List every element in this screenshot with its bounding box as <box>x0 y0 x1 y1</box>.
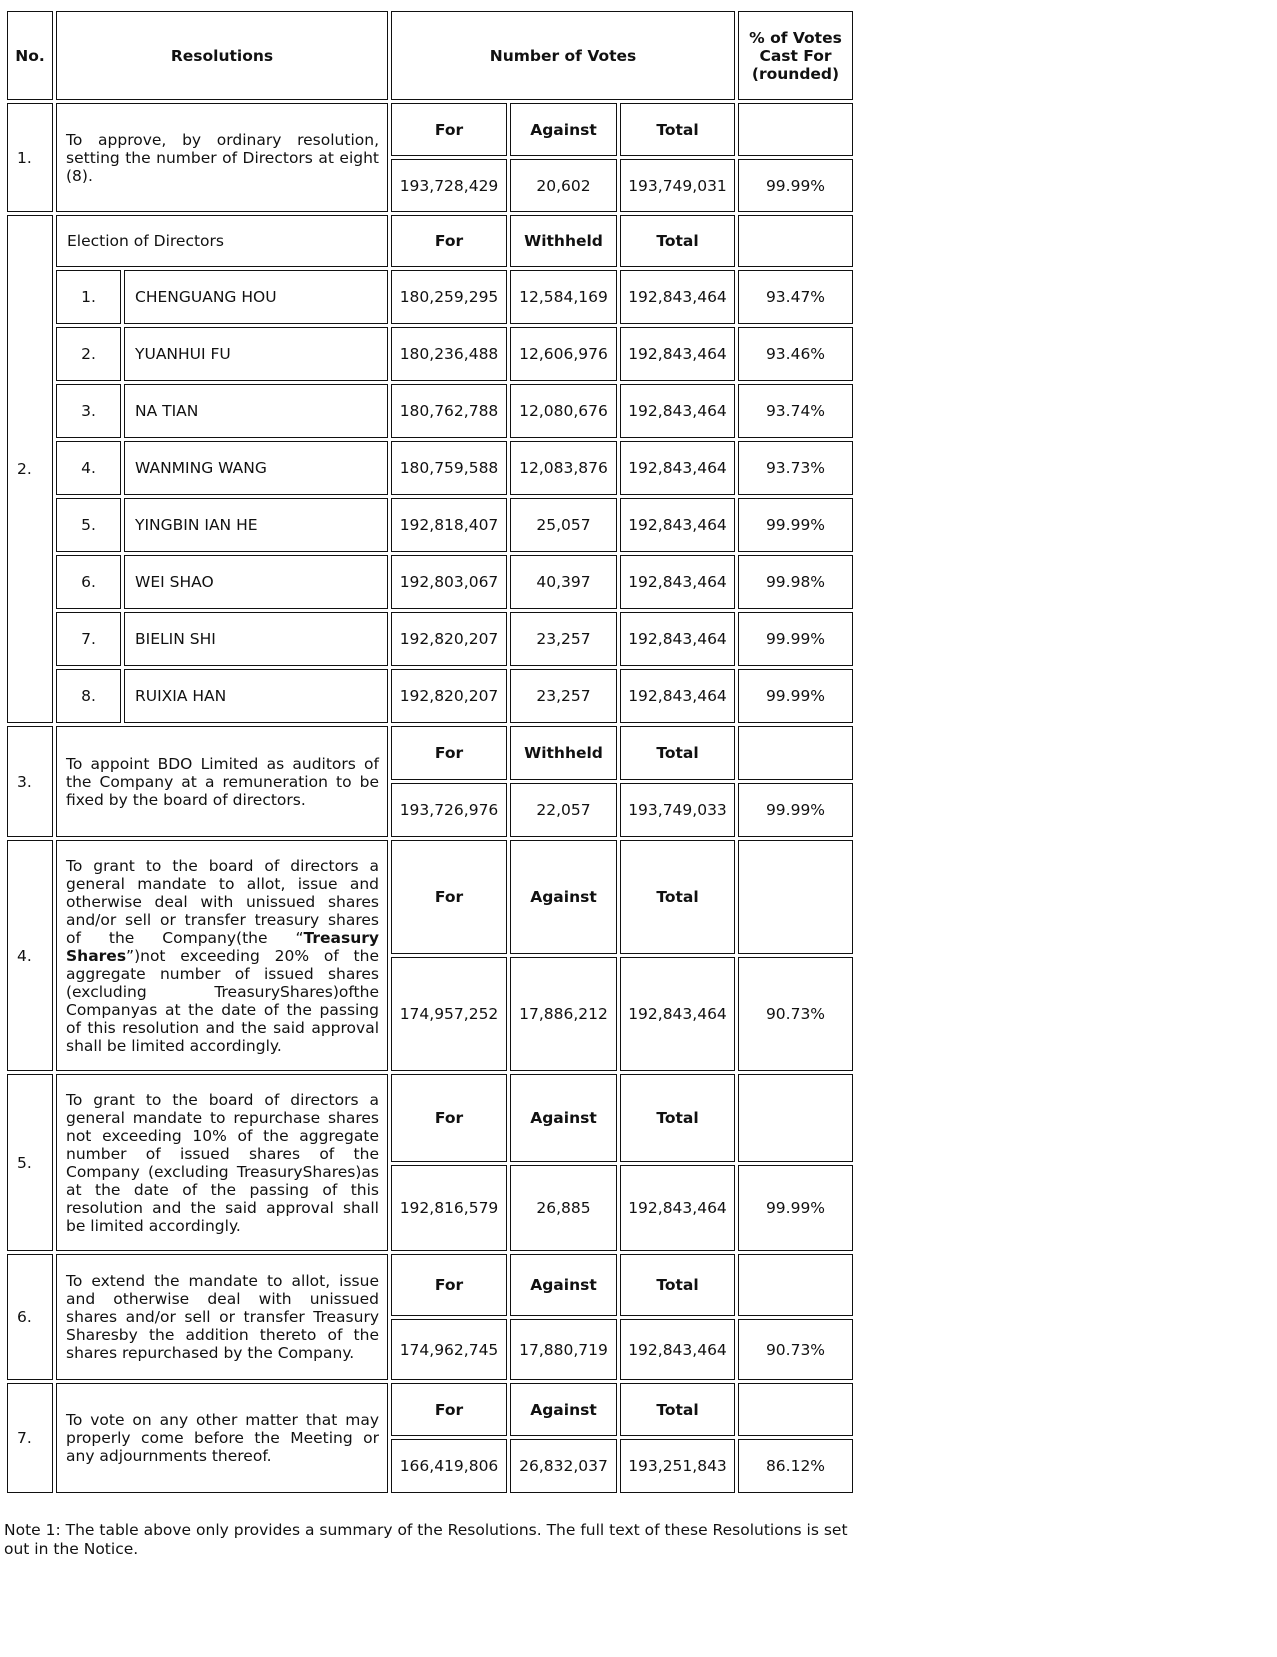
label-for: For <box>391 215 507 267</box>
resolution-text: To extend the mandate to allot, issue and otherwise deal with unissued shares and/or sell or transfer Treasury Sharesby the addition thereto of the shares repurchased by the Company. <box>56 1254 388 1380</box>
votes-total: 192,843,464 <box>620 669 735 723</box>
director-row <box>7 441 853 495</box>
votes-for: 180,259,295 <box>391 270 507 324</box>
label-against: Against <box>510 103 617 156</box>
votes-withheld: 12,083,876 <box>510 441 617 495</box>
votes-withheld: 40,397 <box>510 555 617 609</box>
director-row <box>7 270 853 324</box>
header-number-of-votes: Number of Votes <box>391 11 735 100</box>
label-total: Total <box>620 1254 735 1316</box>
votes-pct: 93.74% <box>738 384 853 438</box>
resolution-number: 7. <box>7 1383 53 1493</box>
resolution-number: 3. <box>7 726 53 837</box>
label-pct-empty <box>738 1074 853 1162</box>
resolution-text: To vote on any other matter that may properly come before the Meeting or any adjournments thereof. <box>56 1383 388 1493</box>
votes-for: 193,728,429 <box>391 159 507 212</box>
director-number: 1. <box>56 270 121 324</box>
label-for: For <box>391 1074 507 1162</box>
votes-total: 193,251,843 <box>620 1439 735 1493</box>
votes-pct: 93.47% <box>738 270 853 324</box>
votes-against: 26,885 <box>510 1165 617 1251</box>
resolution-text-part2: ”)not exceeding 20% of the aggregate number of issued shares (excluding TreasuryShares)ofthe Companyas at the date of the passing of this resolution and the said approval shall be limited accordingly. <box>66 946 379 1055</box>
header-pct-votes-cast-for <box>738 11 853 100</box>
director-name: BIELIN SHI <box>124 612 388 666</box>
votes-for: 192,818,407 <box>391 498 507 552</box>
votes-for: 166,419,806 <box>391 1439 507 1493</box>
header-pct-line3: (rounded) <box>751 64 840 83</box>
resolution-5-label-row <box>7 1074 853 1162</box>
votes-against: 26,832,037 <box>510 1439 617 1493</box>
label-withheld: Withheld <box>510 726 617 780</box>
label-against: Against <box>510 1074 617 1162</box>
votes-pct: 90.73% <box>738 1319 853 1380</box>
votes-withheld: 25,057 <box>510 498 617 552</box>
resolution-number: 4. <box>7 840 53 1071</box>
label-total: Total <box>620 1074 735 1162</box>
director-number: 8. <box>56 669 121 723</box>
label-pct-empty <box>738 103 853 156</box>
header-pct-line1: % of Votes <box>749 28 842 47</box>
label-total: Total <box>620 215 735 267</box>
director-name: CHENGUANG HOU <box>124 270 388 324</box>
director-name: YUANHUI FU <box>124 327 388 381</box>
director-number: 6. <box>56 555 121 609</box>
label-pct-empty <box>738 840 853 954</box>
votes-pct: 99.99% <box>738 612 853 666</box>
resolution-text: To appoint BDO Limited as auditors of the Company at a remuneration to be fixed by the board of directors. <box>56 726 388 837</box>
votes-withheld: 23,257 <box>510 669 617 723</box>
votes-for: 180,762,788 <box>391 384 507 438</box>
votes-pct: 93.46% <box>738 327 853 381</box>
votes-against: 17,886,212 <box>510 957 617 1071</box>
label-for: For <box>391 1254 507 1316</box>
votes-pct: 90.73% <box>738 957 853 1071</box>
resolution-2-label-row <box>7 215 853 267</box>
label-total: Total <box>620 840 735 954</box>
label-pct-empty <box>738 1254 853 1316</box>
votes-pct: 86.12% <box>738 1439 853 1493</box>
votes-total: 193,749,031 <box>620 159 735 212</box>
resolution-text: Election of Directors <box>56 215 388 267</box>
resolution-number: 5. <box>7 1074 53 1251</box>
label-pct-empty <box>738 726 853 780</box>
votes-total: 192,843,464 <box>620 612 735 666</box>
votes-total: 192,843,464 <box>620 498 735 552</box>
votes-for: 192,816,579 <box>391 1165 507 1251</box>
votes-total: 192,843,464 <box>620 555 735 609</box>
director-number: 2. <box>56 327 121 381</box>
resolution-6-label-row <box>7 1254 853 1316</box>
votes-pct: 99.98% <box>738 555 853 609</box>
votes-withheld: 23,257 <box>510 612 617 666</box>
resolution-4-label-row <box>7 840 853 954</box>
director-row <box>7 498 853 552</box>
votes-pct: 93.73% <box>738 441 853 495</box>
votes-for: 180,759,588 <box>391 441 507 495</box>
label-for: For <box>391 103 507 156</box>
director-number: 3. <box>56 384 121 438</box>
votes-pct: 99.99% <box>738 159 853 212</box>
votes-withheld: 12,606,976 <box>510 327 617 381</box>
label-pct-empty <box>738 215 853 267</box>
label-against: Against <box>510 1254 617 1316</box>
votes-total: 192,843,464 <box>620 384 735 438</box>
table-header-row <box>7 11 853 100</box>
votes-total: 192,843,464 <box>620 270 735 324</box>
director-row <box>7 612 853 666</box>
footnote: Note 1: The table above only provides a summary of the Resolutions. The full text of these Resolutions is set out in the Notice. <box>4 1521 848 1558</box>
resolution-text <box>56 840 388 1071</box>
director-name: YINGBIN IAN HE <box>124 498 388 552</box>
votes-pct: 99.99% <box>738 783 853 837</box>
resolution-number: 2. <box>7 215 53 723</box>
director-number: 4. <box>56 441 121 495</box>
votes-against: 20,602 <box>510 159 617 212</box>
votes-total: 192,843,464 <box>620 441 735 495</box>
label-total: Total <box>620 1383 735 1436</box>
label-for: For <box>391 840 507 954</box>
votes-withheld: 12,584,169 <box>510 270 617 324</box>
votes-total: 192,843,464 <box>620 957 735 1071</box>
label-pct-empty <box>738 1383 853 1436</box>
resolution-text-part1: To grant to the board of directors a general mandate to allot, issue and otherwise deal with unissued shares and/or sell or transfer treasury shares of the Company(the “ <box>66 856 379 947</box>
votes-for: 174,957,252 <box>391 957 507 1071</box>
votes-for: 180,236,488 <box>391 327 507 381</box>
votes-pct: 99.99% <box>738 498 853 552</box>
header-no: No. <box>7 11 53 100</box>
director-name: WANMING WANG <box>124 441 388 495</box>
votes-pct: 99.99% <box>738 669 853 723</box>
votes-total: 192,843,464 <box>620 327 735 381</box>
resolution-text: To approve, by ordinary resolution, setting the number of Directors at eight (8). <box>56 103 388 212</box>
votes-against: 17,880,719 <box>510 1319 617 1380</box>
director-name: WEI SHAO <box>124 555 388 609</box>
votes-withheld: 12,080,676 <box>510 384 617 438</box>
votes-for: 174,962,745 <box>391 1319 507 1380</box>
votes-withheld: 22,057 <box>510 783 617 837</box>
director-name: RUIXIA HAN <box>124 669 388 723</box>
resolution-7-label-row <box>7 1383 853 1436</box>
header-resolutions: Resolutions <box>56 11 388 100</box>
label-against: Against <box>510 1383 617 1436</box>
resolution-3-label-row <box>7 726 853 780</box>
votes-total: 193,749,033 <box>620 783 735 837</box>
votes-pct: 99.99% <box>738 1165 853 1251</box>
label-total: Total <box>620 103 735 156</box>
director-row <box>7 384 853 438</box>
director-number: 5. <box>56 498 121 552</box>
director-row <box>7 669 853 723</box>
label-for: For <box>391 726 507 780</box>
director-row <box>7 327 853 381</box>
votes-total: 192,843,464 <box>620 1319 735 1380</box>
resolution-1-label-row <box>7 103 853 156</box>
votes-for: 193,726,976 <box>391 783 507 837</box>
director-number: 7. <box>56 612 121 666</box>
label-against: Against <box>510 840 617 954</box>
director-name: NA TIAN <box>124 384 388 438</box>
label-withheld: Withheld <box>510 215 617 267</box>
votes-for: 192,820,207 <box>391 612 507 666</box>
director-row <box>7 555 853 609</box>
resolution-text: To grant to the board of directors a general mandate to repurchase shares not exceeding 10% of the aggregate number of issued shares of the Company (excluding TreasuryShares)as at the date of the passing of this resolution and the said approval shall be limited accordingly. <box>56 1074 388 1251</box>
label-total: Total <box>620 726 735 780</box>
votes-for: 192,820,207 <box>391 669 507 723</box>
votes-total: 192,843,464 <box>620 1165 735 1251</box>
resolution-number: 6. <box>7 1254 53 1380</box>
votes-for: 192,803,067 <box>391 555 507 609</box>
header-pct-line2: Cast For <box>759 46 832 65</box>
label-for: For <box>391 1383 507 1436</box>
resolutions-table <box>4 8 856 1496</box>
resolution-number: 1. <box>7 103 53 212</box>
resolution-text-defined-term: Treasury Shares <box>66 928 379 965</box>
